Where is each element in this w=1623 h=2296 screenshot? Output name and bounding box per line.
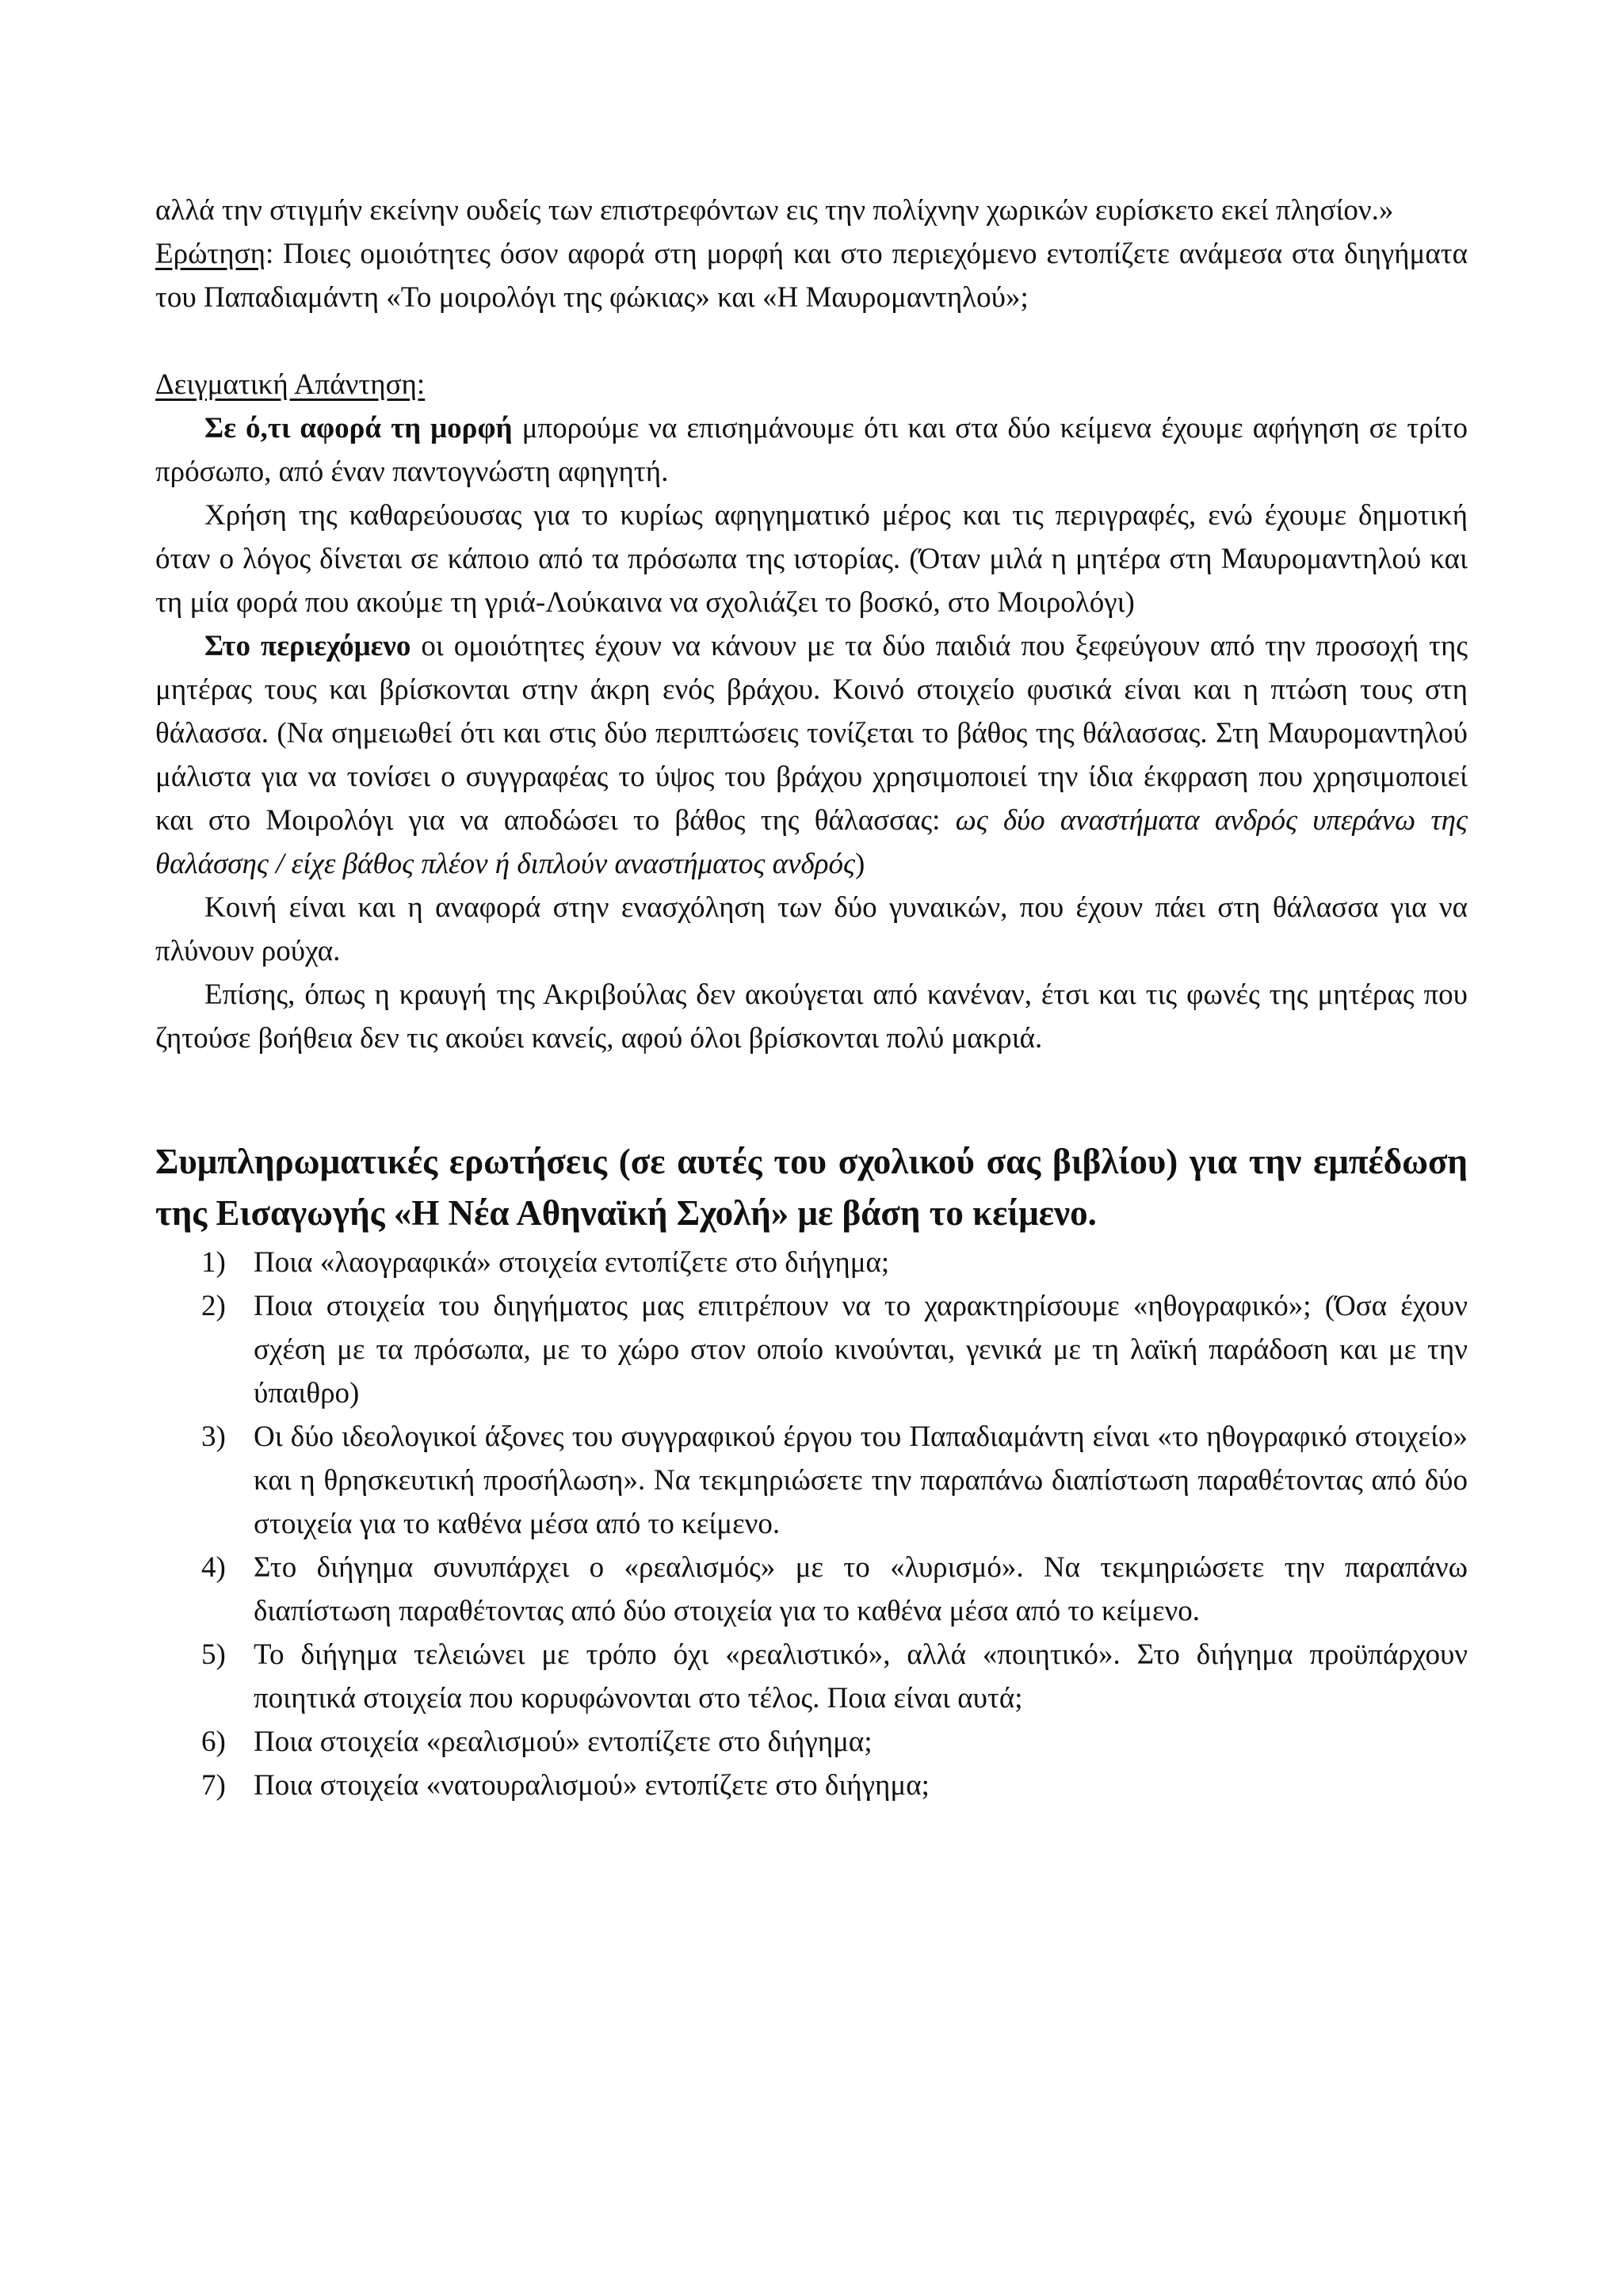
- answer-cry-text: Επίσης, όπως η κραυγή της Ακριβούλας δεν ακούγεται από κανέναν, έτσι και τις φωνές της μητέρας που ζητούσε βοήθεια δεν τις ακούει κανείς, αφού όλοι βρίσκονται πολύ μακριά.: [155, 978, 1468, 1055]
- answer-content-paragraph: [155, 624, 1468, 886]
- supplementary-title: Συμπληρωματικές ερωτήσεις (σε αυτές του σχολικού σας βιβλίου) για την εμπέδωση της Εισαγωγής «Η Νέα Αθηναϊκή Σχολή» με βάση το κείμενο.: [155, 1142, 1468, 1233]
- list-item-text: Ποια στοιχεία του διηγήματος μας επιτρέπουν να το χαρακτηρίσουμε «ηθογραφικό»; (Όσα έχουν σχέση με τα πρόσωπα, με το χώρο στον οποίο κινούνται, γενικά με τη λαϊκή παράδοση και με την ύπαιθρο): [254, 1290, 1468, 1409]
- list-item-number: 3): [201, 1421, 226, 1453]
- quote-ending-paragraph: [155, 189, 1468, 232]
- question-label: Ερώτηση: [155, 238, 265, 270]
- list-item-text: Στο διήγημα συνυπάρχει ο «ρεαλισμός» με το «λυρισμό». Να τεκμηριώσετε την παραπάνω διαπίστωση παραθέτοντας από δύο στοιχεία για το καθένα μέσα από το κείμενο.: [254, 1551, 1468, 1627]
- list-item-number: 1): [201, 1246, 226, 1279]
- answer-language-text: Χρήση της καθαρεύουσας για το κυρίως αφηγηματικό μέρος και τις περιγραφές, ενώ έχουμε δημοτική όταν ο λόγος δίνεται σε κάποιο από τα πρόσωπα της ιστορίας. (Όταν μιλά η μητέρα στη Μαυρομαντηλού και τη μία φορά που ακούμε τη γριά-Λούκαινα να σχολιάζει το βοσκό, στο Μοιρολόγι): [155, 499, 1468, 619]
- blank-line: [155, 319, 1468, 363]
- list-item: [155, 1633, 1468, 1720]
- list-item: [155, 1720, 1468, 1764]
- answer-content-bold: Στο περιεχόμενο: [204, 630, 411, 662]
- answer-form-text: μπορούμε να επισημάνουμε ότι και στα δύο κείμενα έχουμε αφήγηση σε τρίτο πρόσωπο, από έναν παντογνώστη αφηγητή.: [155, 412, 1468, 488]
- list-item-number: 6): [201, 1726, 226, 1758]
- list-item-text: Ποια στοιχεία «ρεαλισμού» εντοπίζετε στο διήγημα;: [254, 1726, 873, 1758]
- list-item: [155, 1764, 1468, 1807]
- supplementary-question-list: [155, 1241, 1468, 1807]
- list-item-number: 7): [201, 1769, 226, 1802]
- answer-language-paragraph: [155, 494, 1468, 624]
- answer-heading-paragraph: [155, 363, 1468, 406]
- quote-ending-text: αλλά την στιγμήν εκείνην ουδείς των επιστρεφόντων εις την πολίχνην χωρικών ευρίσκετο εκεί πλησίον.»: [155, 194, 1394, 227]
- answer-form-paragraph: [155, 406, 1468, 494]
- answer-form-bold: Σε ό,τι αφορά τη μορφή: [204, 412, 513, 444]
- answer-cry-paragraph: [155, 973, 1468, 1060]
- list-item-text: Ποια στοιχεία «νατουραλισμού» εντοπίζετε στο διήγημα;: [254, 1769, 930, 1802]
- list-item-number: 5): [201, 1638, 226, 1671]
- list-item-text: Το διήγημα τελειώνει με τρόπο όχι «ρεαλιστικό», αλλά «ποιητικό». Στο διήγημα προϋπάρχουν ποιητικά στοιχεία που κορυφώνονται στο τέλος. Ποια είναι αυτά;: [254, 1638, 1468, 1714]
- question-text: : Ποιες ομοιότητες όσον αφορά στη μορφή και στο περιεχόμενο εντοπίζετε ανάμεσα στα διηγήματα του Παπαδιαμάντη «Το μοιρολόγι της φώκιας» και «Η Μαυρομαντηλού»;: [155, 238, 1468, 314]
- answer-content-text: οι ομοιότητες έχουν να κάνουν με τα δύο παιδιά που ξεφεύγουν από την προσοχή της μητέρας τους και βρίσκονται στην άκρη ενός βράχου. Κοινό στοιχείο φυσικά είναι και η πτώση τους στη θάλασσα. (Να σημειωθεί ότι και στις δύο περιπτώσεις τονίζεται το βάθος της θάλασσας. Στη Μαυρομαντηλού μάλιστα για να τονίσει ο συγγραφέας το ύψος του βράχου χρησιμοποιεί την ίδια έκφραση που χρησιμοποιεί και στο Μοιρολόγι για να αποδώσει το βάθος της θάλασσας:: [155, 630, 1468, 837]
- list-item: [155, 1241, 1468, 1284]
- answer-women-text: Κοινή είναι και η αναφορά στην ενασχόληση των δύο γυναικών, που έχουν πάει στη θάλασσα για να πλύνουν ρούχα.: [155, 891, 1468, 967]
- list-item: [155, 1415, 1468, 1546]
- answer-heading: Δειγματική Απάντηση:: [155, 368, 426, 401]
- answer-women-paragraph: [155, 886, 1468, 973]
- list-item-text: Ποια «λαογραφικά» στοιχεία εντοπίζετε στο διήγημα;: [254, 1246, 890, 1279]
- list-item: [155, 1546, 1468, 1633]
- list-item: [155, 1284, 1468, 1415]
- list-item-number: 4): [201, 1551, 226, 1584]
- list-item-text: Οι δύο ιδεολογικοί άξονες του συγγραφικού έργου του Παπαδιαμάντη είναι «το ηθογραφικό στοιχείο» και η θρησκευτική προσήλωση». Να τεκμηριώσετε την παραπάνω διαπίστωση παραθέτοντας από δύο στοιχεία για το καθένα μέσα από το κείμενο.: [254, 1421, 1468, 1540]
- document-page: [155, 189, 1468, 1807]
- answer-content-close: ): [854, 848, 865, 880]
- answer-content-italic-quote: ως δύο αναστήματα ανδρός υπεράνω της θαλάσσης / είχε βάθος πλέον ή διπλούν αναστήματος ανδρός: [155, 804, 1468, 880]
- list-item-number: 2): [201, 1290, 226, 1322]
- question-paragraph: [155, 232, 1468, 319]
